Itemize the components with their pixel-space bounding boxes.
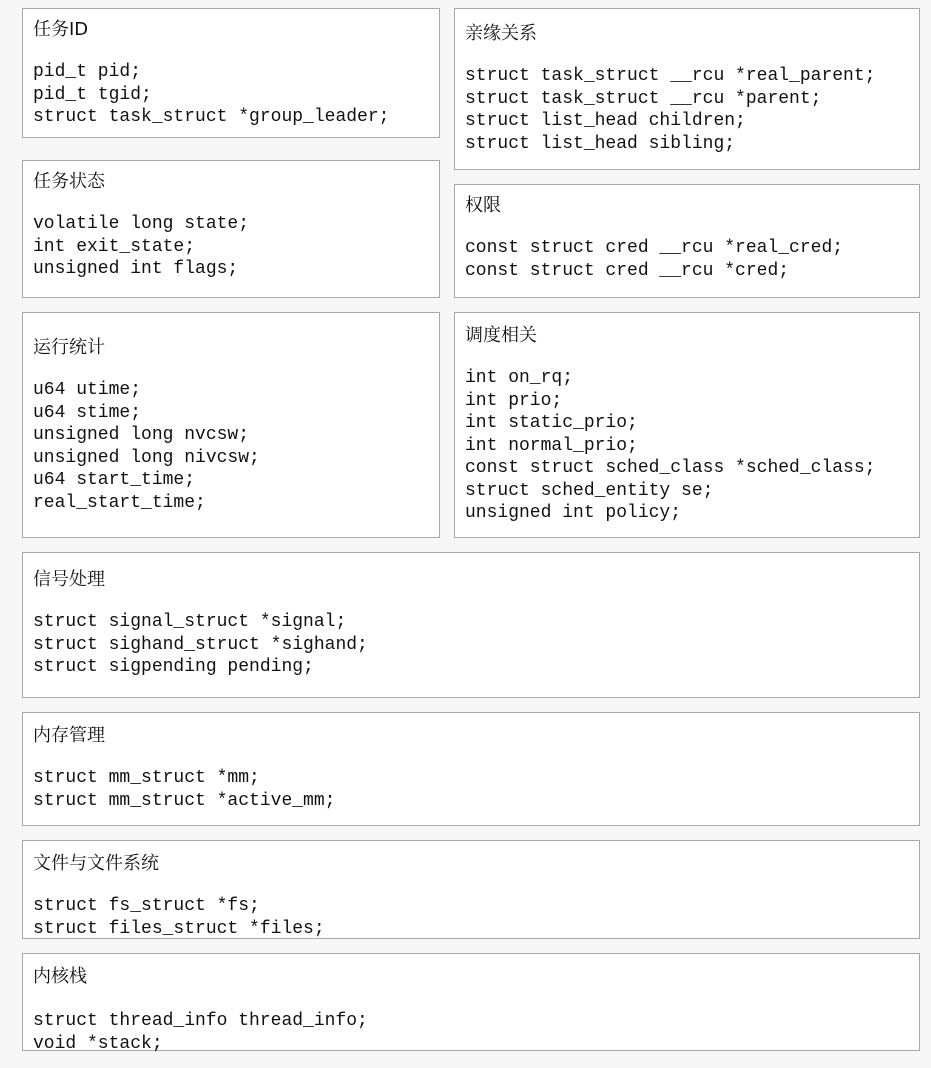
- code-line: struct thread_info thread_info;: [33, 1011, 368, 1031]
- task-id-box: [22, 8, 440, 138]
- kernel-stack-box: [22, 953, 920, 1054]
- code-line: struct task_struct __rcu *parent;: [465, 88, 822, 109]
- signal-handling-title: 信号处理: [33, 569, 105, 590]
- code-line: pid_t pid;: [33, 62, 142, 82]
- code-line: int static_prio;: [465, 413, 638, 433]
- code-line: struct files_struct *files;: [33, 918, 325, 939]
- code-line: struct sched_entity se;: [465, 480, 714, 501]
- scheduling-box: [454, 312, 920, 538]
- task-state-box: [22, 160, 440, 298]
- code-line: u64 start_time;: [33, 470, 196, 490]
- code-line: struct fs_struct *fs;: [33, 896, 260, 916]
- memory-management-box: [22, 712, 920, 826]
- task-id-title: 任务ID: [33, 19, 89, 40]
- family-relations-title: 亲缘关系: [465, 23, 537, 44]
- permissions-title: 权限: [465, 195, 501, 216]
- code-line: u64 stime;: [33, 402, 142, 423]
- runtime-stats-title: 运行统计: [33, 337, 105, 358]
- code-line: struct task_struct __rcu *real_parent;: [465, 66, 876, 86]
- runtime-stats-box: [22, 312, 440, 538]
- code-line: struct list_head sibling;: [465, 133, 736, 154]
- code-line: int normal_prio;: [465, 435, 638, 456]
- code-line: struct sigpending pending;: [33, 657, 314, 677]
- code-line: struct mm_struct *active_mm;: [33, 790, 336, 811]
- code-line: real_start_time;: [33, 492, 206, 513]
- code-line: volatile long state;: [33, 214, 250, 234]
- code-line: const struct sched_class *sched_class;: [465, 458, 876, 478]
- code-line: struct sighand_struct *sighand;: [33, 634, 368, 655]
- memory-management-title: 内存管理: [33, 725, 105, 746]
- code-line: pid_t tgid;: [33, 84, 152, 105]
- files-box: [22, 840, 920, 939]
- code-line: const struct cred __rcu *real_cred;: [465, 238, 844, 258]
- code-line: struct mm_struct *mm;: [33, 768, 260, 788]
- code-line: unsigned long nivcsw;: [33, 447, 260, 468]
- code-line: int exit_state;: [33, 236, 196, 257]
- family-relations-box: [454, 8, 920, 170]
- code-line: void *stack;: [33, 1033, 163, 1054]
- code-line: struct task_struct *group_leader;: [33, 107, 390, 127]
- task-state-title: 任务状态: [33, 171, 105, 192]
- code-line: unsigned int policy;: [465, 503, 682, 523]
- code-line: const struct cred __rcu *cred;: [465, 260, 790, 281]
- code-line: struct signal_struct *signal;: [33, 612, 347, 632]
- scheduling-title: 调度相关: [465, 325, 537, 346]
- kernel-stack-title: 内核栈: [33, 966, 87, 987]
- code-line: u64 utime;: [33, 380, 142, 400]
- code-line: unsigned int flags;: [33, 259, 239, 279]
- signal-handling-box: [22, 552, 920, 698]
- code-line: struct list_head children;: [465, 111, 746, 131]
- files-title: 文件与文件系统: [33, 853, 159, 874]
- code-line: unsigned long nvcsw;: [33, 425, 250, 445]
- permissions-box: [454, 184, 920, 298]
- code-line: int on_rq;: [465, 368, 574, 388]
- code-line: int prio;: [465, 390, 563, 411]
